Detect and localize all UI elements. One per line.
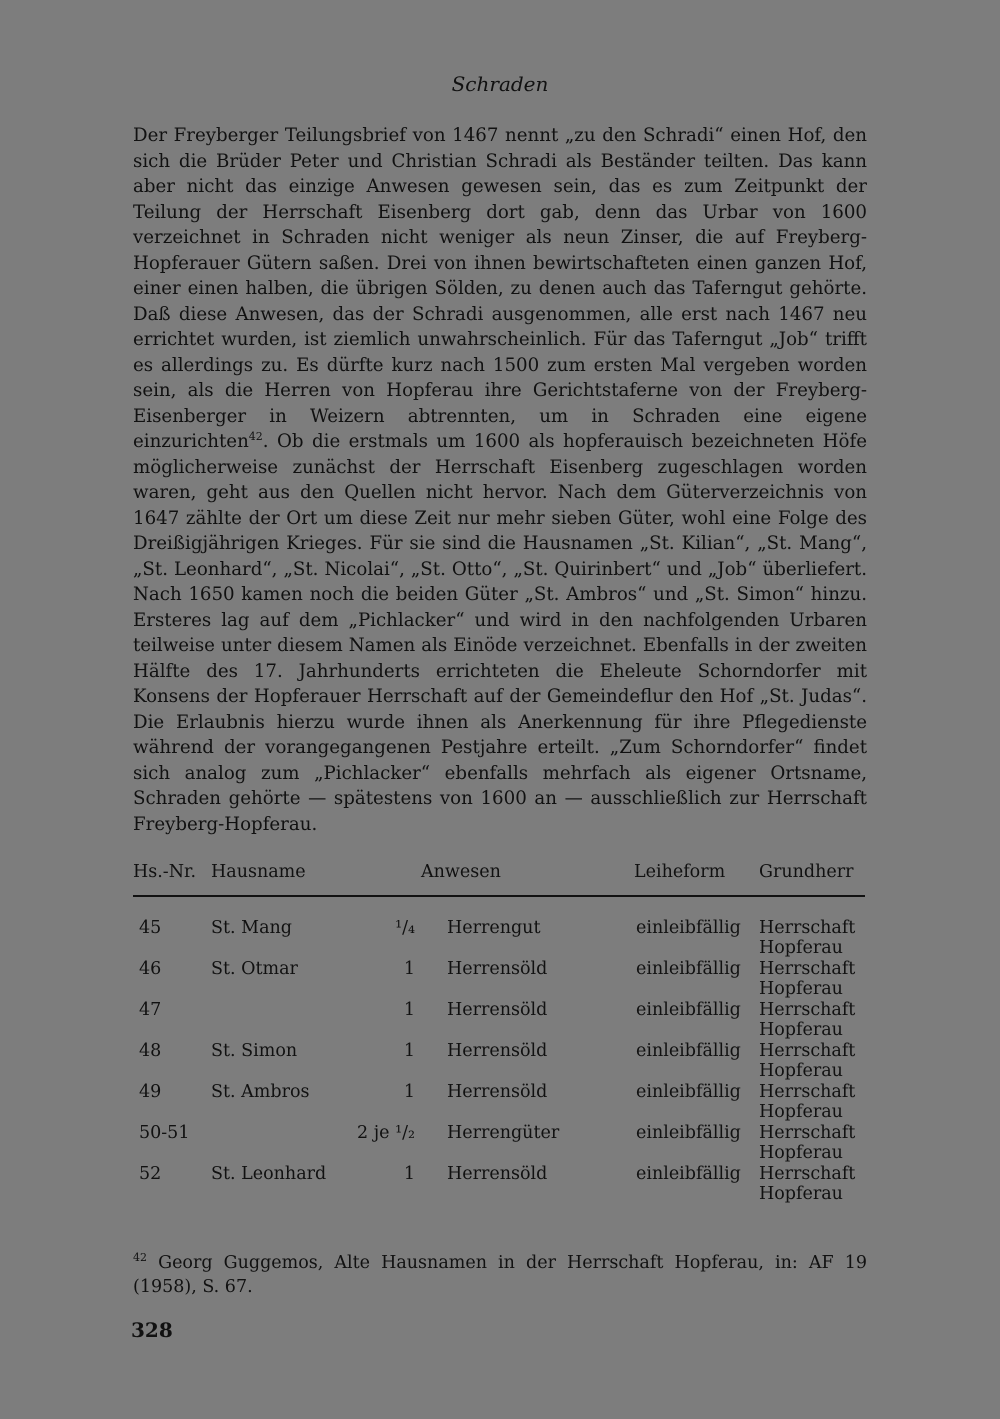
body-text-part2: . Ob die erstmals um 1600 als hopferauisch bezeichneten Höfe möglicherweise zunächst der Herrschaft Eisenberg zugeschlagen worden waren, geht aus den Quellen nicht hervor. Nach dem Güterverzeichnis von 1647 zählte der Ort um diese Zeit nur mehr sieben Güter, wohl eine Folge des Dreißigjährigen Krieges. Für sie sind die Hausnamen „St. Kilian“, „St. Mang“, „St. Leonhard“, „St. Nicolai“, „St. Otto“, „St. Quirinbert“ und „Job“ überliefert. Nach 1650 kamen noch die beiden Güter „St. Ambros“ und „St. Simon“ hinzu. Ersteres lag auf dem „Pichlacker“ und wird in den nachfolgenden Urbaren teilweise unter diesem Namen als Einöde verzeichnet. Ebenfalls in der zweiten Hälfte des 17. Jahrhunderts errichteten die Eheleute Schorndorfer mit Konsens der Hopferauer Herrschaft auf der Gemeindeflur den Hof „St. Judas“. Die Erlaubnis hierzu wurde ihnen als Anerkennung für ihre Pflegedienste während der vorangegangenen Pestjahre erteilt. „Zum Schorndorfer“ findet sich analog zum „Pichlacker“ ebenfalls mehrfach als eigener Ortsname, Schraden gehörte — spätestens von 1600 an — ausschließlich zur Herrschaft Freyberg-Hopferau. — [133, 431, 867, 835]
page-number: 328 — [131, 1318, 173, 1342]
cell-hausname: St. Otmar — [211, 959, 298, 979]
cell-grundherr-line2: Hopferau — [759, 1143, 843, 1163]
table-rule — [133, 895, 865, 897]
cell-nr: 45 — [139, 918, 162, 938]
table-row — [133, 918, 867, 959]
cell-grundherr-line2: Hopferau — [759, 1061, 843, 1081]
cell-anwesen-type: Herrensöld — [447, 1000, 548, 1020]
cell-leiheform: einleibfällig — [636, 959, 741, 979]
cell-anwesen-type: Herrensöld — [447, 1041, 548, 1061]
header-hausname: Hausname — [211, 862, 306, 882]
cell-anwesen-type: Herrengüter — [447, 1123, 560, 1143]
cell-nr: 48 — [139, 1041, 162, 1061]
cell-leiheform: einleibfällig — [636, 918, 741, 938]
cell-grundherr-line1: Herrschaft — [759, 1041, 856, 1061]
table-body — [133, 918, 867, 1205]
cell-grundherr-line1: Herrschaft — [759, 1164, 856, 1184]
cell-nr: 47 — [139, 1000, 162, 1020]
cell-anwesen-type: Herrensöld — [447, 1082, 548, 1102]
cell-grundherr-line1: Herrschaft — [759, 1082, 856, 1102]
cell-grundherr-line2: Hopferau — [759, 938, 843, 958]
cell-leiheform: einleibfällig — [636, 1164, 741, 1184]
cell-grundherr-line2: Hopferau — [759, 1020, 843, 1040]
cell-grundherr-line1: Herrschaft — [759, 918, 856, 938]
body-text-part1: Der Freyberger Teilungsbrief von 1467 nennt „zu den Schradi“ einen Hof, den sich die Brüder Peter und Christian Schradi als Beständer teilten. Das kann aber nicht das einzige Anwesen gewesen sein, das es zum Zeitpunkt der Teilung der Herrschaft Eisenberg dort gab, denn das Urbar von 1600 verzeichnet in Schraden nicht weniger als neun Zinser, die auf Freyberg-Hopferauer Gütern saßen. Drei von ihnen bewirtschafteten einen ganzen Hof, einer einen halben, die übrigen Sölden, zu denen auch das Taferngut gehörte. Daß diese Anwesen, das der Schradi ausgenommen, alle erst nach 1467 neu errichtet wurden, ist ziemlich unwahrscheinlich. Für das Taferngut „Job“ trifft es allerdings zu. Es dürfte kurz nach 1500 zum ersten Mal vergeben worden sein, als die Herren von Hopferau ihre Gerichtstaferne von der Freyberg-Eisenberger in Weizern abtrennten, um in Schraden eine eigene einzurichten — [133, 125, 867, 452]
cell-hausname: St. Mang — [211, 918, 292, 938]
cell-grundherr-line1: Herrschaft — [759, 1000, 856, 1020]
cell-anwesen-type: Herrensöld — [447, 959, 548, 979]
cell-nr: 49 — [139, 1082, 162, 1102]
table-header — [133, 862, 867, 888]
table-row — [133, 1041, 867, 1082]
cell-leiheform: einleibfällig — [636, 1082, 741, 1102]
cell-grundherr — [759, 1123, 855, 1163]
header-leiheform: Leiheform — [634, 862, 726, 882]
cell-anwesen-count: 2 je ¹/₂ — [357, 1123, 415, 1143]
header-anwesen: Anwesen — [421, 862, 501, 882]
cell-grundherr-line2: Hopferau — [759, 1102, 843, 1122]
cell-grundherr-line2: Hopferau — [759, 1184, 843, 1204]
cell-grundherr — [759, 959, 855, 999]
cell-hausname: St. Simon — [211, 1041, 298, 1061]
cell-leiheform: einleibfällig — [636, 1000, 741, 1020]
running-head: Schraden — [451, 72, 549, 96]
cell-grundherr — [759, 918, 855, 958]
table-row — [133, 959, 867, 1000]
table-row — [133, 1123, 867, 1164]
cell-grundherr — [759, 1082, 855, 1122]
table-row — [133, 1164, 867, 1205]
cell-grundherr-line1: Herrschaft — [759, 959, 856, 979]
cell-anwesen-type: Herrensöld — [447, 1164, 548, 1184]
header-hs-nr: Hs.-Nr. — [133, 862, 197, 882]
cell-hausname: St. Ambros — [211, 1082, 310, 1102]
cell-nr: 50-51 — [139, 1123, 190, 1143]
footnote-reference[interactable]: 42 — [248, 429, 263, 443]
footnote-text: Georg Guggemos, Alte Hausnamen in der Herrschaft Hopferau, in: AF 19 (1958), S. 67. — [133, 1253, 867, 1297]
cell-anwesen-count: ¹/₄ — [395, 918, 415, 938]
cell-anwesen-type: Herrengut — [447, 918, 541, 938]
cell-nr: 46 — [139, 959, 162, 979]
table-row — [133, 1082, 867, 1123]
cell-anwesen-count: 1 — [403, 1164, 415, 1184]
footnote-number: 42 — [133, 1251, 147, 1265]
cell-grundherr — [759, 1164, 855, 1204]
cell-grundherr-line1: Herrschaft — [759, 1123, 856, 1143]
cell-grundherr — [759, 1000, 855, 1040]
cell-leiheform: einleibfällig — [636, 1041, 741, 1061]
footnote — [133, 1251, 867, 1299]
cell-anwesen-count: 1 — [403, 959, 415, 979]
cell-grundherr-line2: Hopferau — [759, 979, 843, 999]
cell-anwesen-count: 1 — [403, 1082, 415, 1102]
header-grundherr: Grundherr — [759, 862, 854, 882]
cell-hausname: St. Leonhard — [211, 1164, 327, 1184]
body-paragraph — [133, 123, 867, 837]
cell-leiheform: einleibfällig — [636, 1123, 741, 1143]
cell-grundherr — [759, 1041, 855, 1081]
table-row — [133, 1000, 867, 1041]
cell-nr: 52 — [139, 1164, 162, 1184]
cell-anwesen-count: 1 — [403, 1000, 415, 1020]
cell-anwesen-count: 1 — [403, 1041, 415, 1061]
